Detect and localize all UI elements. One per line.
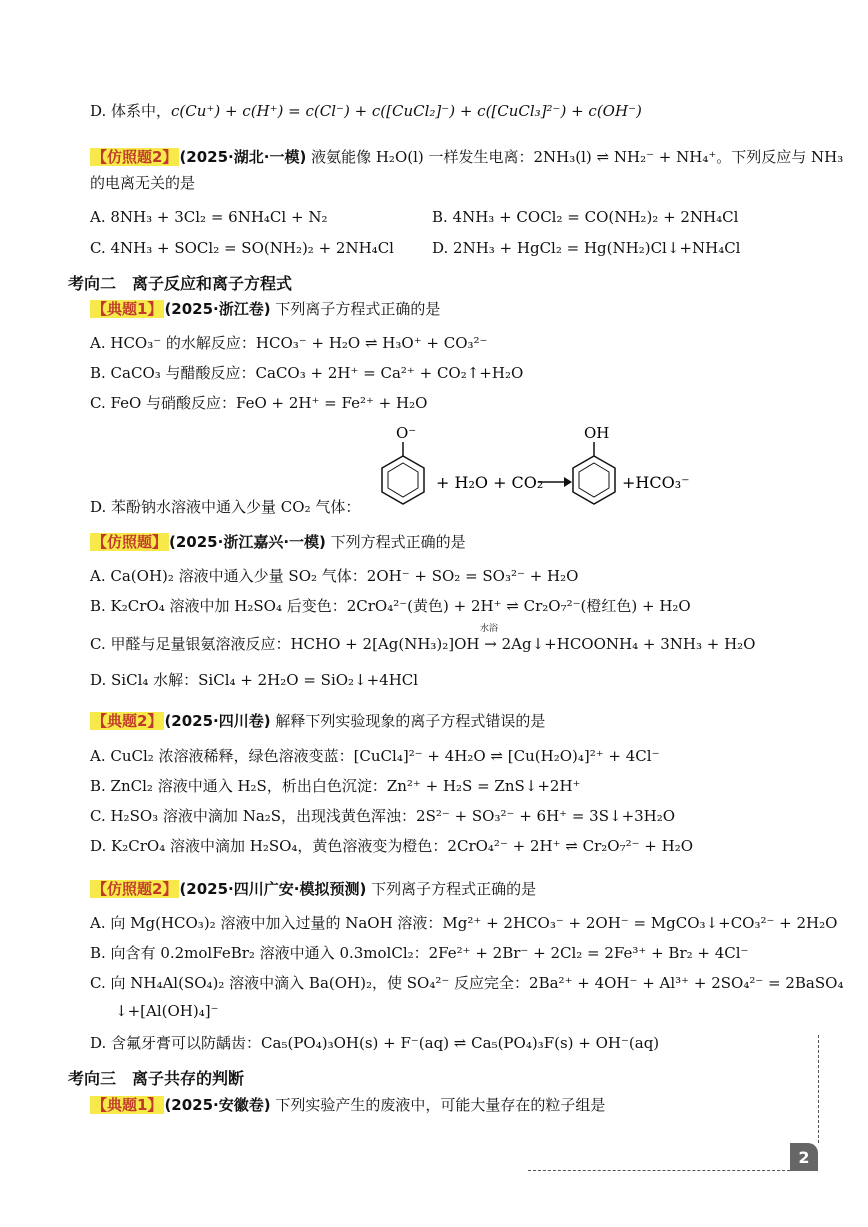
question-source: (2025·浙江卷)	[164, 300, 271, 318]
option-label: D. 体系中，	[90, 102, 172, 120]
question-tag: 【典题2】	[92, 712, 163, 730]
question-source: (2025·四川广安·模拟预测)	[179, 880, 367, 898]
section-title: 考向二 离子反应和离子方程式	[68, 274, 293, 293]
section-title: 考向三 离子共存的判断	[68, 1069, 245, 1088]
option-a: A. 8NH₃ + 3Cl₂ = 6NH₄Cl + N₂	[90, 208, 328, 226]
option-b: B. ZnCl₂ 溶液中通入 H₂S，析出白色沉淀：Zn²⁺ + H₂S = ZnS↓+2H⁺	[90, 777, 581, 795]
option-d: D. 2NH₃ + HgCl₂ = Hg(NH₂)Cl↓+NH₄Cl	[432, 239, 741, 257]
page-number: 2	[790, 1143, 818, 1171]
page-border-dashed-vertical	[818, 1035, 819, 1143]
page-border-dashed-horizontal	[528, 1170, 790, 1171]
question-tag: 【典题1】	[92, 300, 163, 318]
question-stem: 解释下列实验现象的离子方程式错误的是	[270, 712, 546, 730]
question-stem: 下列离子方程式正确的是	[366, 880, 537, 898]
option-b: B. CaCO₃ 与醋酸反应：CaCO₃ + 2H⁺ = Ca²⁺ + CO₂↑+H₂O	[90, 364, 524, 382]
phenol-oh-label: OH	[584, 424, 610, 442]
question-fang3-stem	[90, 878, 536, 900]
question-stem: 下列方程式正确的是	[325, 533, 466, 551]
option-a: A. CuCl₂ 浓溶液稀释，绿色溶液变蓝：[CuCl₄]²⁻ + 4H₂O ⇌ [Cu(H₂O)₄]²⁺ + 4Cl⁻	[90, 747, 660, 765]
question-fang2-stem	[90, 146, 843, 168]
option-d: D. 苯酚钠水溶液中通入少量 CO₂ 气体：	[90, 498, 361, 516]
phenolate-o-label: O⁻	[396, 424, 417, 442]
question-source: (2025·安徽卷)	[164, 1096, 271, 1114]
option-a: A. HCO₃⁻ 的水解反应：HCO₃⁻ + H₂O ⇌ H₃O⁺ + CO₃²⁻	[90, 334, 488, 352]
option-c: C. FeO 与硝酸反应：FeO + 2H⁺ = Fe²⁺ + H₂O	[90, 394, 428, 412]
question-tag: 【仿照题2】	[92, 880, 178, 898]
option-c: C. 甲醛与足量银氨溶液反应：HCHO + 2[Ag(NH₃)₂]OH → 2Ag↓+HCOONH₄ + 3NH₃ + H₂O	[90, 635, 756, 653]
question-tag: 【典题1】	[92, 1096, 163, 1114]
question-stem: 下列实验产生的废液中，可能大量存在的粒子组是	[270, 1096, 606, 1114]
phenol-reaction-diagram	[378, 422, 698, 517]
benzene-inner-right	[579, 463, 609, 497]
question-fang1-stem	[90, 531, 466, 553]
equation: c(Cu⁺) + c(H⁺) = c(Cl⁻) + c([CuCl₂]⁻) + c([CuCl₃]²⁻) + c(OH⁻)	[171, 102, 642, 120]
question-source: (2025·湖北·一模)	[179, 148, 307, 166]
reaction-product: +HCO₃⁻	[622, 473, 690, 492]
question-dian2-stem	[90, 710, 545, 732]
option-c: C. 4NH₃ + SOCl₂ = SO(NH₂)₂ + 2NH₄Cl	[90, 239, 394, 257]
question-tag: 【仿照题】	[92, 533, 168, 551]
question-dian1-stem	[90, 298, 440, 320]
arrow-head-icon	[564, 477, 572, 487]
option-d: D. K₂CrO₄ 溶液中滴加 H₂SO₄，黄色溶液变为橙色：2CrO₄²⁻ + 2H⁺ ⇌ Cr₂O₇²⁻ + H₂O	[90, 837, 694, 855]
question-source: (2025·浙江嘉兴·一模)	[169, 533, 326, 551]
option-b: B. 向含有 0.2molFeBr₂ 溶液中通入 0.3molCl₂：2Fe²⁺ + 2Br⁻ + 2Cl₂ = 2Fe³⁺ + Br₂ + 4Cl⁻	[90, 944, 749, 962]
option-d: D. SiCl₄ 水解：SiCl₄ + 2H₂O = SiO₂↓+4HCl	[90, 671, 419, 689]
question-tag: 【仿照题2】	[92, 148, 178, 166]
option-c: C. 向 NH₄Al(SO₄)₂ 溶液中滴入 Ba(OH)₂，使 SO₄²⁻ 反应完全：2Ba²⁺ + 4OH⁻ + Al³⁺ + 2SO₄²⁻ = 2BaSO₄	[90, 974, 844, 992]
option-c-cont: ↓+[Al(OH)₄]⁻	[115, 1002, 219, 1020]
question-dian3-stem	[90, 1094, 605, 1116]
option-a: A. 向 Mg(HCO₃)₂ 溶液中加入过量的 NaOH 溶液：Mg²⁺ + 2HCO₃⁻ + 2OH⁻ = MgCO₃↓+CO₃²⁻ + 2H₂O	[90, 914, 838, 932]
option-d: D. 含氟牙膏可以防龋齿：Ca₅(PO₄)₃OH(s) + F⁻(aq) ⇌ Ca₅(PO₄)₃F(s) + OH⁻(aq)	[90, 1034, 660, 1052]
question-stem-cont: 的电离无关的是	[90, 174, 196, 192]
prev-option-d	[90, 100, 642, 122]
option-c: C. H₂SO₃ 溶液中滴加 Na₂S，出现浅黄色浑浊：2S²⁻ + SO₃²⁻ + 6H⁺ = 3S↓+3H₂O	[90, 807, 676, 825]
question-stem: 下列离子方程式正确的是	[270, 300, 441, 318]
question-source: (2025·四川卷)	[164, 712, 271, 730]
reaction-condition: 水浴	[480, 624, 499, 634]
reaction-reagents: + H₂O + CO₂	[436, 473, 544, 492]
question-stem: 液氨能像 H₂O(l) 一样发生电离：2NH₃(l) ⇌ NH₂⁻ + NH₄⁺。下列反应与 NH₃	[306, 148, 844, 166]
benzene-inner-left	[388, 463, 418, 497]
option-a: A. Ca(OH)₂ 溶液中通入少量 SO₂ 气体：2OH⁻ + SO₂ = SO₃²⁻ + H₂O	[90, 567, 579, 585]
option-b: B. 4NH₃ + COCl₂ = CO(NH₂)₂ + 2NH₄Cl	[432, 208, 739, 226]
option-b: B. K₂CrO₄ 溶液中加 H₂SO₄ 后变色：2CrO₄²⁻(黄色) + 2H⁺ ⇌ Cr₂O₇²⁻(橙红色) + H₂O	[90, 597, 691, 615]
